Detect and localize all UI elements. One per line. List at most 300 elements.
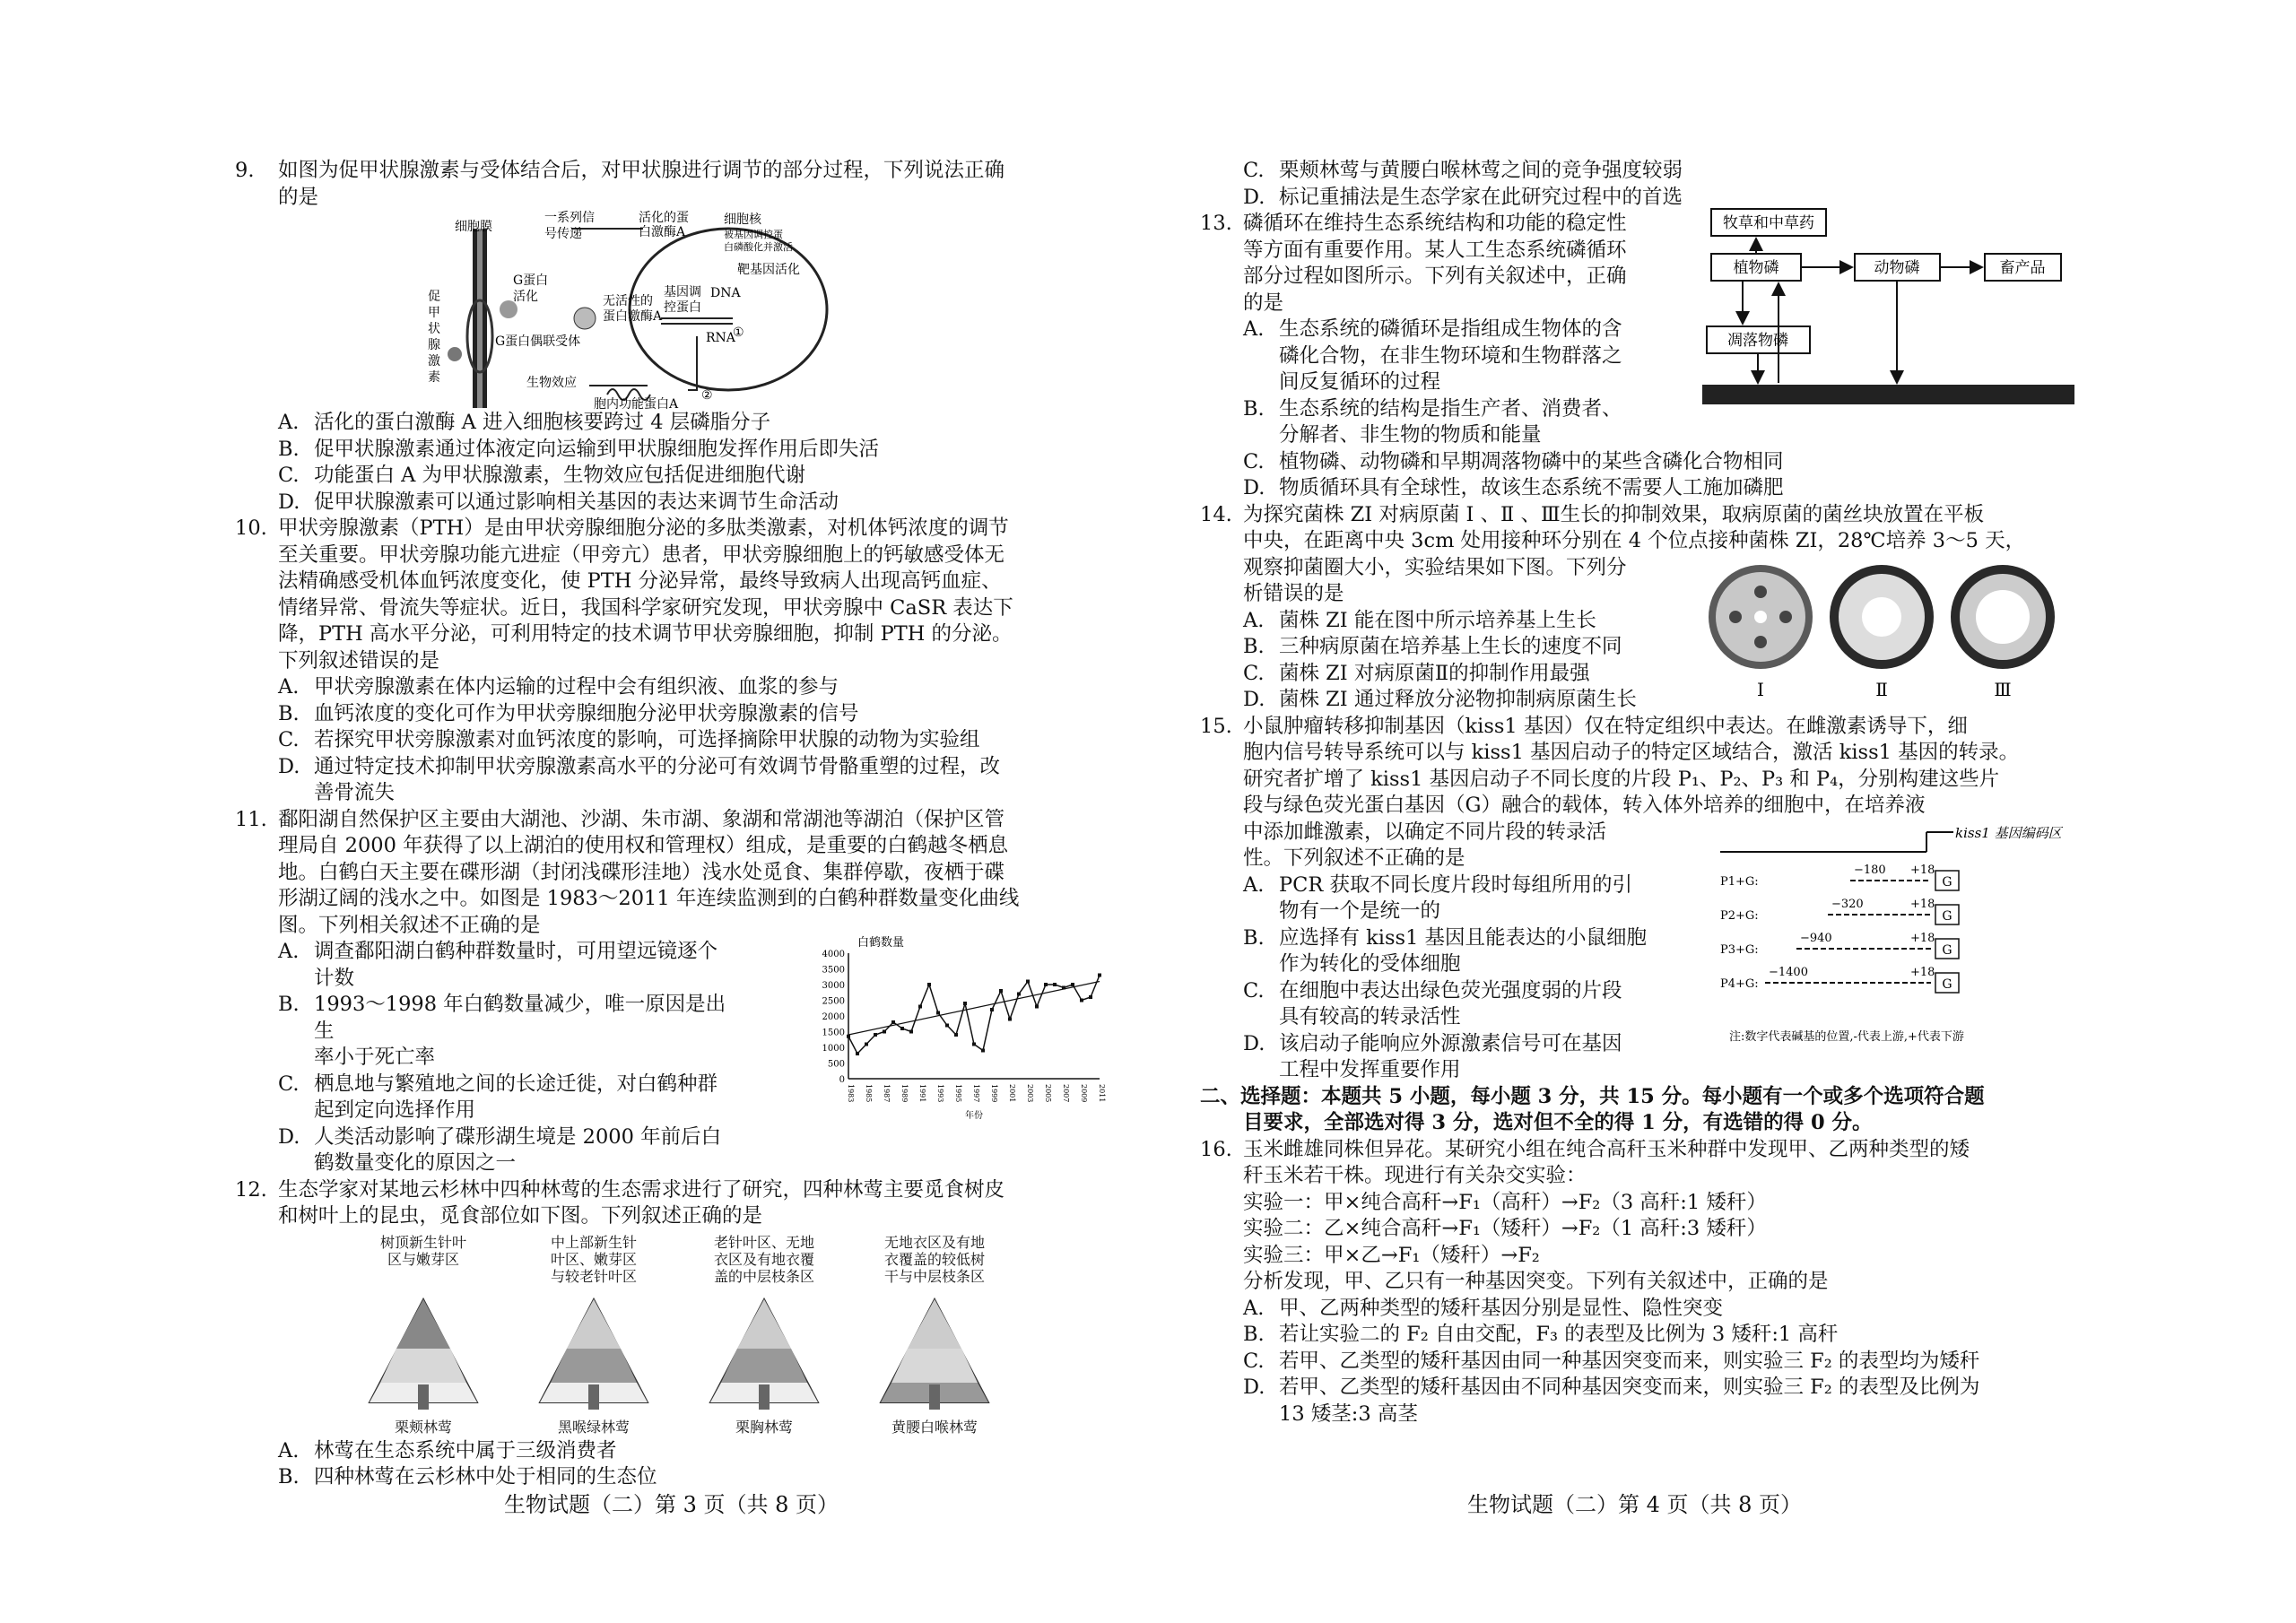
experiment-3: 实验三：甲×乙→F₁（矮秆）→F₂ — [1243, 1243, 1540, 1267]
spruce-tree-icon — [361, 1295, 486, 1411]
stem-line: 形湖辽阔的浅水之中。如图是 1983～2011 年连续监测到的白鹤种群数量变化曲线 — [278, 887, 1020, 910]
y-tick-label: 500 — [827, 1059, 845, 1070]
question-number: 16. — [1200, 1137, 1232, 1161]
option-letter: A. — [278, 675, 300, 699]
option-d — [1243, 475, 2097, 502]
x-tick-label: 2011 — [1098, 1084, 1106, 1103]
label-step-1: ① — [733, 325, 744, 340]
stem-line: 如图为促甲状腺激素与受体结合后，对甲状腺进行调节的部分过程，下列说法正确 — [278, 159, 1005, 182]
stem-line: 胞内信号转导系统可以与 kiss1 基因启动子的特定区域结合，激活 kiss1 基因的转录。 — [1243, 741, 2020, 764]
option-d — [278, 1124, 737, 1177]
option-c — [278, 463, 1132, 490]
gfp-label: G — [1942, 976, 1952, 992]
stem-line: 为探究菌株 ZI 对病原菌 Ⅰ 、Ⅱ 、Ⅲ生长的抑制效果，取病原菌的菌丝块放置在平板 — [1243, 502, 1985, 526]
label-nucleus-2: 被基因调控蛋 — [724, 229, 783, 240]
tree-zone-mid — [721, 1349, 807, 1383]
question-stem — [278, 807, 1132, 940]
option-text: PCR 获取不同长度片段时每组所用的引 — [1279, 872, 1632, 897]
option-a — [1243, 608, 2097, 635]
label-receptor: G蛋白偶联受体 — [495, 334, 581, 349]
option-d — [278, 490, 1132, 516]
option-text: 13 矮茎:3 高茎 — [1279, 1402, 1418, 1426]
label-active-1: 活化的蛋 — [639, 211, 689, 225]
option-c — [1243, 449, 2097, 476]
label-tsh-2: 甲 — [428, 306, 440, 320]
tree-zone-label: 中上部新生针 — [550, 1233, 637, 1251]
spruce-tree-icon — [701, 1295, 827, 1411]
data-point — [954, 1033, 958, 1037]
option-b — [278, 992, 737, 1072]
option-text: 栖息地与繁殖地之间的长途迁徙，对白鹤种群 — [314, 1072, 718, 1096]
data-point — [1053, 983, 1057, 986]
option-text: 活化的蛋白激酶 A 进入细胞核要跨过 4 层磷脂分子 — [314, 411, 771, 434]
stem-line: 磷循环在维持生态系统结构和功能的稳定性 — [1243, 212, 1627, 235]
x-tick-label: 1983 — [847, 1084, 855, 1103]
option-text: 功能蛋白 A 为甲状腺激素，生物效应包括促进细胞代谢 — [314, 464, 806, 487]
coding-region-label: kiss1 基因编码区 — [1955, 824, 2062, 841]
data-point — [865, 1043, 868, 1046]
question-number: 12. — [235, 1177, 267, 1202]
option-text: 间反复循环的过程 — [1279, 370, 1441, 394]
label-active-2: 白激酶A — [639, 225, 686, 239]
section-line: 二、选择题：本题共 5 小题，每小题 3 分，共 15 分。每小题有一个或多个选项符合题 — [1200, 1084, 1985, 1108]
tsh-molecule — [448, 347, 462, 361]
option-a — [1243, 1296, 2097, 1323]
y-tick-label: 0 — [839, 1075, 845, 1085]
section-2-heading — [1200, 1084, 2097, 1137]
data-point — [856, 1052, 859, 1055]
data-point — [900, 1027, 904, 1030]
option-text: 若探究甲状旁腺激素对血钙浓度的影响，可选择摘除甲状腺的动物为实验组 — [314, 728, 980, 751]
option-text: 善骨流失 — [314, 781, 396, 804]
promoter-rows — [1720, 864, 1959, 993]
experiment-1: 实验一：甲×纯合高秆→F₁（高秆）→F₂（3 高秆:1 矮秆） — [1243, 1190, 1767, 1214]
label-bio-effect: 生物效应 — [526, 376, 577, 390]
option-text: 菌株 ZI 对病原菌Ⅱ的抑制作用最强 — [1279, 661, 1590, 685]
question-stem — [1243, 211, 1745, 317]
warbler-name: 栗胸林莺 — [735, 1418, 793, 1436]
question-number: 15. — [1200, 714, 1232, 738]
label-regprotein-1: 基因调 — [664, 285, 701, 299]
question-10 — [235, 516, 1132, 807]
data-point — [999, 989, 1003, 993]
option-d — [1243, 1375, 2097, 1428]
option-letter: B. — [278, 1465, 300, 1488]
option-text: 生态系统的磷循环是指组成生物体的含 — [1279, 317, 1622, 341]
label-tsh-5: 激 — [428, 354, 440, 369]
tree-panel — [343, 1234, 504, 1438]
option-text: 若甲、乙类型的矮秆基因由同一种基因突变而来，则实验三 F₂ 的表型均为矮秆 — [1279, 1349, 1980, 1373]
option-text: 物有一个是统一的 — [1279, 899, 1441, 923]
data-point — [909, 1030, 913, 1034]
option-text: 血钙浓度的变化可作为甲状旁腺细胞分泌甲状旁腺激素的信号 — [314, 701, 859, 725]
option-letter: D. — [1243, 1376, 1265, 1399]
tree-zone-top — [567, 1299, 621, 1349]
data-point — [847, 1035, 850, 1038]
data-point — [1035, 1005, 1039, 1009]
option-c — [1243, 1349, 2097, 1376]
left-page — [235, 158, 1132, 1491]
option-letter: D. — [1243, 1031, 1265, 1055]
tree-zone-mid — [551, 1349, 637, 1383]
option-text: 作为转化的受体细胞 — [1279, 952, 1461, 976]
data-point — [936, 1011, 940, 1015]
label-signal-2: 号传递 — [544, 227, 582, 241]
stem-line: 秆玉米若干株。现进行有关杂交实验： — [1243, 1164, 1587, 1187]
stem-line: 中央，在距离中央 3cm 处用接种环分别在 4 个位点接种菌株 ZI，28℃培养 3～5 天， — [1243, 529, 2026, 552]
label-livestock: 畜产品 — [1999, 259, 2046, 277]
option-text: 四种林莺在云杉林中处于相同的生态位 — [314, 1465, 657, 1488]
tree-trunk — [418, 1384, 429, 1410]
option-b — [1243, 396, 2097, 449]
y-tick-label: 3500 — [822, 965, 845, 976]
option-text: 标记重捕法是生态学家在此研究过程中的首选 — [1279, 185, 1683, 209]
option-d — [1243, 687, 2097, 714]
option-text: 磷化合物，在非生物环境和生物群落之 — [1279, 343, 1622, 368]
option-a — [278, 410, 1132, 437]
option-text: 率小于死亡率 — [314, 1046, 436, 1069]
stem-line: 析错误的是 — [1243, 582, 1344, 605]
cell-membrane-inner — [477, 229, 483, 408]
data-point — [972, 1043, 976, 1046]
option-text: 1993～1998 年白鹤数量减少，唯一原因是出生 — [314, 993, 726, 1043]
data-point — [1044, 983, 1048, 986]
tree-panel — [513, 1234, 674, 1438]
question-14 — [1200, 502, 2097, 714]
option-letter: B. — [1243, 396, 1265, 421]
option-letter: C. — [278, 1072, 300, 1096]
option-letter: D. — [278, 1124, 300, 1149]
stem-line: 甲状旁腺激素（PTH）是由甲状旁腺细胞分泌的多肽类激素，对机体钙浓度的调节 — [278, 516, 1009, 540]
question-9 — [235, 158, 1132, 516]
stem-line: 情绪异常、骨流失等症状。近日，我国科学家研究发现，甲状旁腺中 CaSR 表达下 — [278, 595, 1013, 620]
tree-panel — [854, 1234, 1015, 1438]
option-letter: C. — [278, 464, 300, 487]
y-tick-label: 4000 — [822, 950, 845, 959]
option-b — [278, 701, 1132, 728]
option-text: 人类活动影响了碟形湖生境是 2000 年前后白 — [314, 1124, 722, 1149]
option-text: 调查鄱阳湖白鹤种群数量时，可用望远镜逐个 — [314, 940, 718, 963]
tree-zone-top — [737, 1299, 791, 1349]
data-point — [891, 1020, 895, 1024]
data-point — [1026, 980, 1030, 984]
data-point — [990, 1008, 994, 1011]
question-number: 13. — [1200, 212, 1232, 235]
tree-zone-label: 干与中层枝条区 — [883, 1267, 985, 1285]
option-letter: A. — [278, 940, 300, 963]
option-text: 三种病原菌在培养基上生长的速度不同 — [1279, 635, 1622, 658]
option-text: 若让实验二的 F₂ 自由交配，F₃ 的表型及比例为 3 矮秆:1 高秆 — [1279, 1323, 1839, 1346]
tree-zone-label: 衣覆盖的较低树 — [883, 1250, 985, 1268]
x-tick-label: 2005 — [1044, 1084, 1052, 1103]
tree-zone-top — [396, 1299, 450, 1349]
option-b — [278, 437, 1132, 464]
option-text: 物质循环具有全球性，故该生态系统不需要人工施加磷肥 — [1279, 476, 1784, 499]
label-plant-p: 植物磷 — [1733, 259, 1779, 277]
x-tick-label: 1993 — [936, 1084, 944, 1103]
q15-options — [1200, 872, 1702, 1084]
option-a — [278, 1438, 1132, 1465]
option-b — [1243, 634, 2097, 661]
plate-label-1: Ⅰ — [1757, 678, 1764, 700]
stem-line: 小鼠肿瘤转移抑制基因（kiss1 基因）仅在特定组织中表达。在雌激素诱导下，细 — [1243, 714, 1968, 738]
option-letter: C. — [1243, 159, 1265, 182]
tree-zone-label: 叶区、嫩芽区 — [550, 1250, 637, 1268]
x-tick-label: 1997 — [972, 1084, 980, 1103]
option-text: 生态系统的结构是指生产者、消费者、 — [1279, 396, 1622, 421]
label-protein-a: 胞内功能蛋白A — [594, 397, 679, 412]
option-text: 在细胞中表达出绿色荧光强度弱的片段 — [1279, 978, 1622, 1002]
stem-line: 玉米雌雄同株但异花。某研究小组在纯合高秆玉米种群中发现甲、乙两种类型的矮 — [1243, 1137, 1970, 1161]
question-16 — [1200, 1137, 2097, 1428]
x-tick-label: 1989 — [900, 1084, 909, 1103]
label-tsh-3: 状 — [428, 322, 440, 336]
option-letter: A. — [278, 1438, 300, 1462]
option-c — [1243, 978, 1702, 1031]
option-letter: C. — [1243, 661, 1265, 685]
label-step-2: ② — [701, 388, 713, 403]
arrow-1 — [688, 336, 697, 390]
label-inactive-2: 蛋白激酶A — [603, 309, 663, 324]
question-12 — [235, 1177, 1132, 1491]
x-tick-label: 2003 — [1026, 1084, 1034, 1103]
option-b — [1243, 1322, 2097, 1349]
option-d — [1243, 1031, 1702, 1084]
stem-line: 分析发现，甲、乙只有一种基因突变。下列有关叙述中，正确的是 — [1243, 1270, 1829, 1293]
experiment-2: 实验二：乙×纯合高秆→F₁（矮秆）→F₂（1 高秆:3 矮秆） — [1243, 1217, 1767, 1240]
option-letter: C. — [1243, 978, 1265, 1002]
fragment-end: +18 — [1910, 897, 1935, 911]
option-letter: A. — [1243, 1296, 1265, 1320]
fragment-end: +18 — [1910, 863, 1935, 877]
option-letter: D. — [278, 754, 300, 778]
gfp-label: G — [1942, 874, 1952, 890]
label-dna: DNA — [710, 286, 741, 300]
fragment-start: −1400 — [1769, 965, 1808, 979]
spruce-tree-icon — [531, 1295, 657, 1411]
option-letter: B. — [278, 701, 300, 725]
x-tick-label: 1991 — [918, 1084, 926, 1103]
tree-zone-label: 与较老针叶区 — [550, 1267, 637, 1285]
y-tick-label: 1000 — [822, 1044, 845, 1054]
warbler-name: 栗颊林莺 — [394, 1418, 452, 1436]
trend-line — [848, 982, 1100, 1036]
question-number: 9. — [235, 159, 255, 182]
option-letter: C. — [1243, 1349, 1265, 1373]
q11-options — [235, 939, 737, 1177]
question-number: 11. — [235, 807, 267, 831]
option-text: 工程中发挥重要作用 — [1279, 1058, 1461, 1081]
option-text: 菌株 ZI 能在图中所示培养基上生长 — [1279, 608, 1596, 632]
option-b — [1243, 925, 1702, 978]
question-number: 10. — [235, 516, 267, 540]
fragment-start: −320 — [1831, 897, 1864, 911]
stem-line: 观察抑菌圈大小，实验结果如下图。下列分 — [1243, 555, 1627, 579]
label-nucleus-3: 白磷酸化并激活 — [724, 241, 793, 253]
option-text: 鹤数量变化的原因之一 — [314, 1151, 517, 1175]
option-text: 计数 — [314, 966, 355, 990]
option-text: 应选择有 kiss1 基因且能表达的小鼠细胞 — [1279, 925, 1648, 950]
option-c — [278, 727, 1132, 754]
q12-option-c — [1243, 158, 2097, 185]
trees-container — [343, 1234, 1024, 1438]
x-tick-label: 2007 — [1062, 1084, 1070, 1103]
question-11 — [235, 807, 1132, 1177]
option-letter: A. — [278, 411, 300, 434]
option-text: 起到定向选择作用 — [314, 1098, 476, 1122]
tree-trunk — [929, 1384, 940, 1410]
option-letter: D. — [1243, 185, 1265, 209]
warbler-name: 黄腰白喉林莺 — [891, 1418, 978, 1436]
tree-zone-label: 树顶新生针叶 — [379, 1233, 466, 1251]
tree-zone-mid — [891, 1349, 978, 1383]
x-tick-label: 1985 — [865, 1084, 873, 1103]
option-letter: A. — [1243, 317, 1265, 341]
stem-line: 地。白鹤白天主要在碟形湖（封闭浅碟形洼地）浅水处觅食、集群停歇，夜栖于碟 — [278, 860, 1005, 884]
option-text: 促甲状腺激素通过体液定向运输到甲状腺细胞发挥作用后即失活 — [314, 437, 880, 461]
section-line: 目要求，全部选对得 3 分，选对但不全的得 1 分，有选错的得 0 分。 — [1243, 1111, 1873, 1134]
question-stem — [278, 1177, 1132, 1230]
option-text: 该启动子能响应外源激素信号可在基因 — [1279, 1031, 1622, 1055]
option-letter: B. — [278, 993, 300, 1016]
data-point — [1080, 999, 1083, 1002]
option-a — [278, 939, 737, 992]
stem-line: 图。下列相关叙述不正确的是 — [278, 913, 541, 937]
data-point — [981, 1049, 985, 1053]
tree-zone-label: 衣区及有地衣覆 — [713, 1250, 814, 1268]
stem-line: 法精确感受机体血钙浓度变化，使 PTH 分泌异常，最终导致病人出现高钙血症、 — [278, 569, 1002, 593]
data-point — [1098, 974, 1101, 977]
data-point — [1017, 993, 1021, 996]
stem-line: 的是 — [1243, 291, 1284, 315]
stem-line: 下列叙述错误的是 — [278, 648, 440, 673]
label-rna: RNA — [706, 331, 735, 345]
data-point — [1071, 983, 1074, 986]
label-gprotein-2: 活化 — [513, 290, 538, 304]
tree-trunk — [588, 1384, 599, 1410]
question-13 — [1200, 211, 2097, 502]
stem-line: 至关重要。甲状旁腺功能亢进症（甲旁亢）患者，甲状旁腺细胞上的钙敏感受体无 — [278, 542, 1005, 567]
gfp-label: G — [1942, 908, 1952, 924]
option-text: 植物磷、动物磷和早期凋落物磷中的某些含磷化合物相同 — [1279, 449, 1784, 473]
tree-zone-top — [908, 1299, 961, 1349]
option-a — [1243, 317, 2097, 396]
stem-line: 等方面有重要作用。某人工生态系统磷循环 — [1243, 238, 1627, 262]
fragment-start: −180 — [1854, 863, 1886, 877]
data-point — [927, 983, 931, 986]
x-tick-label: 1995 — [954, 1084, 962, 1103]
y-tick-label: 2000 — [822, 1012, 845, 1022]
option-text: 若甲、乙类型的矮秆基因由不同种基因突变而来，则实验三 F₂ 的表型及比例为 — [1279, 1376, 1980, 1399]
stem-line: 和树叶上的昆虫，觅食部位如下图。下列叙述正确的是 — [278, 1204, 763, 1228]
tree-trunk — [759, 1384, 770, 1410]
label-gprotein-1: G蛋白 — [513, 273, 549, 288]
label-regprotein-2: 控蛋白 — [664, 300, 701, 315]
warbler-name: 黑喉绿林莺 — [557, 1418, 630, 1436]
stem-line: 性。下列叙述不正确的是 — [1243, 846, 1465, 870]
option-letter: D. — [278, 490, 300, 514]
data-point — [963, 1002, 967, 1005]
fragment-label: P1+G: — [1720, 874, 1759, 889]
option-text: 分解者、非生物的物质和能量 — [1279, 423, 1542, 447]
tree-zone-label: 老针叶区、无地 — [713, 1233, 814, 1251]
option-letter: A. — [1243, 872, 1265, 897]
question-number: 14. — [1200, 502, 1232, 526]
option-d — [278, 754, 1132, 807]
plate-1-spot — [1754, 586, 1767, 598]
option-letter: D. — [1243, 476, 1265, 499]
thyroid-regulation-figure — [235, 211, 1132, 410]
option-text: 通过特定技术抑制甲状旁腺激素高水平的分泌可有效调节骨骼重塑的过程，改 — [314, 754, 1001, 778]
tree-zone-label: 区与嫩芽区 — [387, 1250, 459, 1268]
data-point — [1089, 995, 1092, 999]
stem-line: 段与绿色荧光蛋白基因（G）融合的载体，转入体外培养的细胞中，在培养液 — [1243, 794, 1926, 817]
plate-label-3: Ⅲ — [1994, 678, 2012, 700]
tree-zone-label: 盖的中层枝条区 — [713, 1267, 814, 1285]
crane-population-chart — [809, 933, 1114, 1121]
label-tsh-4: 腺 — [428, 338, 440, 352]
stem-line: 研究者扩增了 kiss1 基因启动子不同长度的片段 P₁、P₂、P₃ 和 P₄，分别构建这些片 — [1243, 767, 2000, 791]
x-tick-label: 1987 — [883, 1084, 891, 1103]
option-a — [1243, 872, 1702, 925]
data-point — [874, 1033, 877, 1037]
tree-panel — [683, 1234, 845, 1438]
x-tick-label: 1999 — [990, 1084, 998, 1103]
tree-zone-label: 无地衣区及有地 — [883, 1233, 985, 1251]
label-gene-activated: 靶基因活化 — [737, 263, 800, 277]
plate-label-2: Ⅱ — [1875, 678, 1888, 700]
warbler-trees-figure — [235, 1230, 1132, 1438]
spruce-tree-icon — [872, 1295, 997, 1411]
y-tick-label: 1500 — [822, 1028, 845, 1038]
option-letter: B. — [1243, 635, 1265, 658]
option-text: 菌株 ZI 通过释放分泌物抑制病原菌生长 — [1279, 688, 1637, 711]
question-15 — [1200, 714, 2097, 1084]
gfp-label: G — [1942, 942, 1952, 958]
option-letter: A. — [1243, 608, 1265, 632]
option-c — [1243, 661, 2097, 688]
option-c — [278, 1072, 737, 1124]
stem-line: 降，PTH 高水平分泌，可利用特定的技术调节甲状旁腺细胞，抑制 PTH 的分泌。 — [278, 622, 1013, 646]
label-cell-membrane: 细胞膜 — [455, 220, 492, 234]
figure-note: 注:数字代表碱基的位置,-代表上游,+代表下游 — [1729, 1029, 1964, 1044]
stem-line: 鄱阳湖自然保护区主要由大湖池、沙湖、朱市湖、象湖和常湖池等湖泊（保护区管 — [278, 807, 1005, 831]
label-pasture: 牧草和中草药 — [1723, 214, 1814, 232]
fragment-label: P4+G: — [1720, 976, 1759, 991]
right-page — [1200, 158, 2097, 1428]
option-text: 甲状旁腺激素在体内运输的过程中会有组织液、血浆的参与 — [314, 675, 839, 699]
footer-page-4: 生物试题（二）第 4 页（共 8 页） — [1467, 1492, 1803, 1517]
label-inactive-1: 无活性的 — [603, 294, 653, 308]
option-text: 栗颊林莺与黄腰白喉林莺之间的竞争强度较弱 — [1279, 159, 1683, 182]
option-text: 甲、乙两种类型的矮秆基因分别是显性、隐性突变 — [1279, 1296, 1724, 1320]
q11-options-with-chart — [235, 936, 1132, 1177]
label-tsh-1: 促 — [428, 290, 440, 304]
stem-line: 生态学家对某地云杉林中四种林莺的生态需求进行了研究，四种林莺主要觅食树皮 — [278, 1177, 1005, 1202]
option-letter: D. — [1243, 688, 1265, 711]
data-point — [918, 1005, 922, 1009]
label-litter-p: 凋落物磷 — [1727, 332, 1788, 350]
promoter-fragments-figure — [1711, 820, 2070, 1044]
y-tick-label: 2500 — [822, 996, 845, 1007]
y-tick-label: 3000 — [822, 981, 845, 991]
question-stem — [278, 158, 1132, 211]
option-letter: B. — [1243, 1323, 1265, 1346]
label-tsh-6: 素 — [428, 370, 440, 385]
stem-line: 理局自 2000 年获得了以上湖泊的使用权和管理权）组成，是重要的白鹤越冬栖息 — [278, 834, 1009, 857]
option-text: 具有较高的转录活性 — [1279, 1005, 1461, 1028]
option-text: 促甲状腺激素可以通过影响相关基因的表达来调节生命活动 — [314, 490, 839, 514]
